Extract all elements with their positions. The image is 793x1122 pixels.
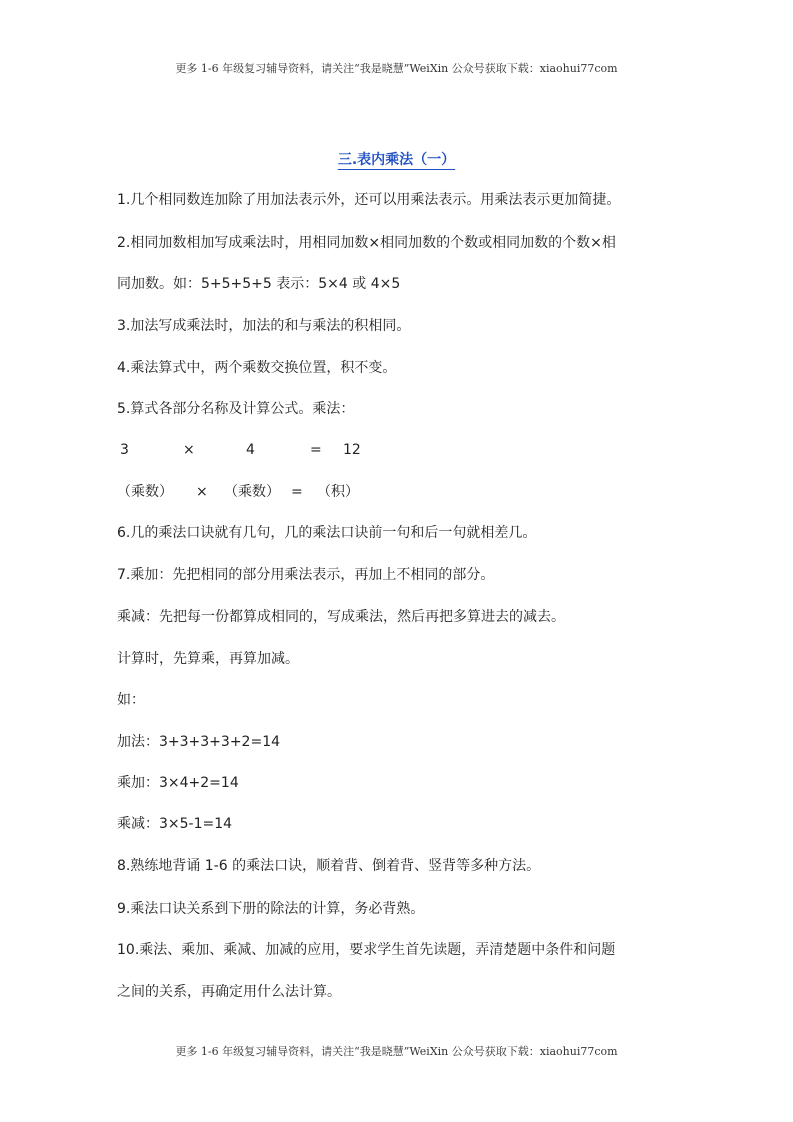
name-equals: = — [291, 484, 303, 500]
point-7-order: 计算时，先算乘，再算加减。 — [117, 651, 299, 667]
point-5: 5.算式各部分名称及计算公式。乘法： — [117, 401, 355, 417]
point-10-line-1: 10.乘法、乘加、乘减、加减的应用，要求学生首先读题，弄清楚题中条件和问题 — [117, 942, 616, 958]
point-2-line-2: 同加数。如：5+5+5+5 表示：5×4 或 4×5 — [117, 276, 401, 292]
formula-factor-1: 3 — [120, 442, 129, 458]
section-title-text: 三.表内乘法（一） — [337, 152, 456, 168]
point-6: 6.几的乘法口诀就有几句，几的乘法口诀前一句和后一句就相差几。 — [117, 525, 537, 541]
name-factor-2: （乘数） — [224, 484, 280, 500]
point-2-line-1: 2.相同加数相加写成乘法时，用相同加数×相同加数的个数或相同加数的个数×相 — [117, 235, 616, 251]
point-8: 8.熟练地背诵 1-6 的乘法口诀，顺着背、倒着背、竖背等多种方法。 — [117, 858, 541, 874]
page-header-note: 更多 1-6 年级复习辅导资料，请关注“我是晓慧”WeiXin 公众号获取下载：xiaohui77com — [175, 62, 618, 75]
point-1: 1.几个相同数连加除了用加法表示外，还可以用乘法表示。用乘法表示更加简捷。 — [117, 192, 621, 208]
formula-equals: = — [310, 442, 322, 458]
name-factor-1: （乘数） — [117, 484, 173, 500]
point-4: 4.乘法算式中，两个乘数交换位置，积不变。 — [117, 360, 397, 376]
example-multiply-add: 乘加：3×4+2=14 — [117, 775, 239, 791]
point-10-line-2: 之间的关系，再确定用什么法计算。 — [117, 984, 341, 1000]
name-product: （积） — [317, 484, 359, 500]
point-9: 9.乘法口诀关系到下册的除法的计算，务必背熟。 — [117, 901, 425, 917]
point-7: 7.乘加：先把相同的部分用乘法表示，再加上不相同的部分。 — [117, 567, 495, 583]
section-title — [0, 149, 793, 169]
example-addition: 加法：3+3+3+3+2=14 — [117, 734, 281, 750]
page-footer-note: 更多 1-6 年级复习辅导资料，请关注“我是晓慧”WeiXin 公众号获取下载：xiaohui77com — [175, 1045, 618, 1058]
point-7-subtract: 乘减：先把每一份都算成相同的，写成乘法，然后再把多算进去的减去。 — [117, 609, 565, 625]
formula-times: × — [183, 442, 195, 458]
formula-factor-2: 4 — [246, 442, 255, 458]
example-multiply-subtract: 乘减：3×5-1=14 — [117, 816, 233, 832]
example-label: 如： — [117, 692, 145, 708]
point-3: 3.加法写成乘法时，加法的和与乘法的积相同。 — [117, 318, 411, 334]
name-times: × — [196, 484, 208, 500]
formula-product: 12 — [343, 442, 361, 458]
